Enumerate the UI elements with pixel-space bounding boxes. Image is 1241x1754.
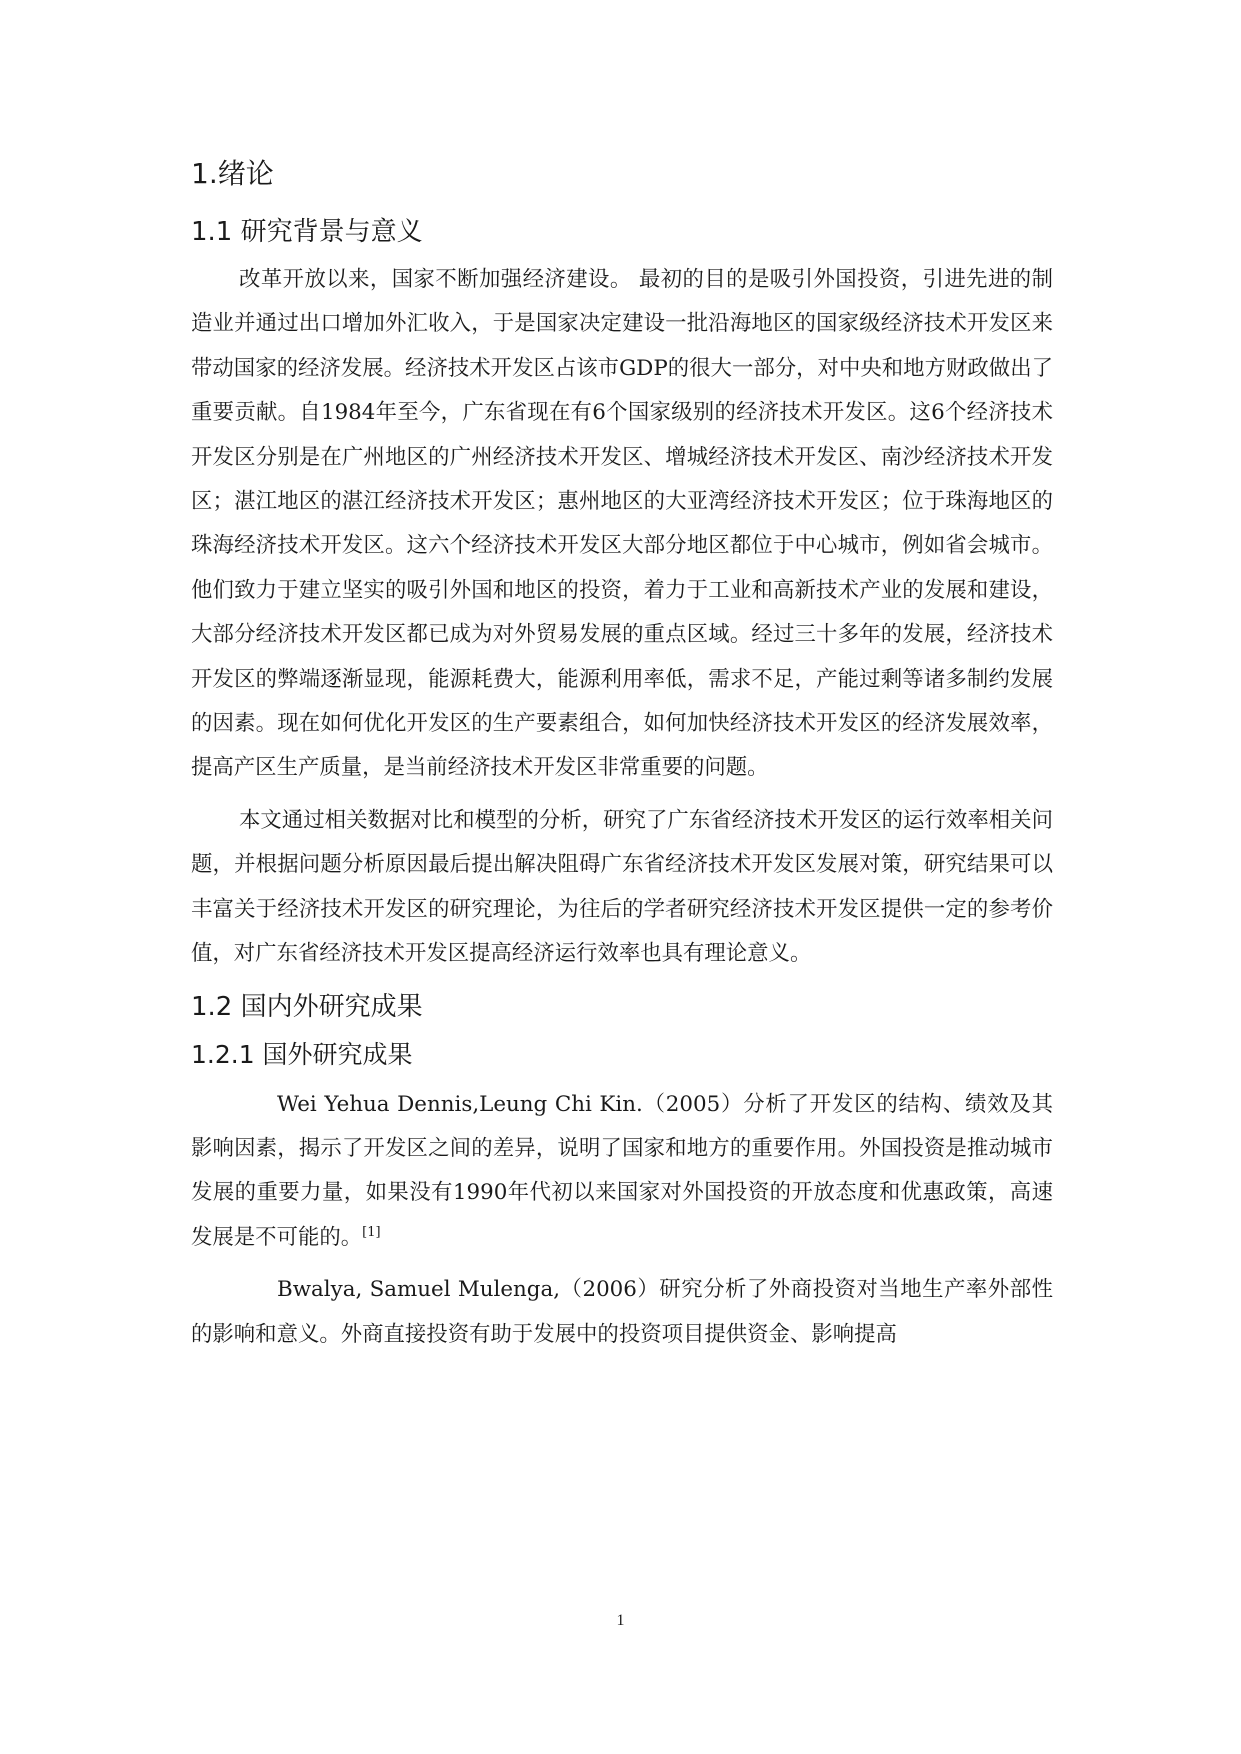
citation-marker: [1] [362,1224,381,1240]
foreign-research-paragraph-2: Bwalya, Samuel Mulenga,（2006）研究分析了外商投资对当地生产率外部性的影响和意义。外商直接投资有助于发展中的投资项目提供资金、影响提高 [191,1277,1053,1347]
section-heading-1-1: 1.1 研究背景与意义 [191,217,423,247]
subsection-heading-1-2-1: 1.2.1 国外研究成果 [191,1039,413,1069]
foreign-research-paragraph-1 [191,1083,1053,1261]
page-content [191,150,1053,1365]
chapter-heading: 1.绪论 [191,157,274,190]
section-heading-1-2: 1.2 国内外研究成果 [191,991,423,1022]
significance-paragraph: 本文通过相关数据对比和模型的分析，研究了广东省经济技术开发区的运行效率相关问题，并根据问题分析原因最后提出解决阻碍广东省经济技术开发区发展对策，研究结果可以丰富关于经济技术开发区的研究理论，为往后的学者研究经济技术开发区提供一定的参考价值，对广东省经济技术开发区提高经济运行效率也具有理论意义。 [191,807,1053,967]
foreign-research-text-1: Wei Yehua Dennis,Leung Chi Kin.（2005）分析了开发区的结构、绩效及其影响因素，揭示了开发区之间的差异，说明了国家和地方的重要作用。外国投资是推动城市发展的重要力量，如果没有1990年代初以来国家对外国投资的开放态度和优惠政策，高速发展是不可能的。 [191,1091,1053,1250]
page-number: 1 [616,1612,625,1629]
background-paragraph: 改革开放以来，国家不断加强经济建设。 最初的目的是吸引外国投资，引进先进的制造业并通过出口增加外汇收入，于是国家决定建设一批沿海地区的国家级经济技术开发区来带动国家的经济发展。经济技术开发区占该市GDP的很大一部分，对中央和地方财政做出了重要贡献。自1984年至今，广东省现在有6个国家级别的经济技术开发区。这6个经济技术开发区分别是在广州地区的广州经济技术开发区、增城经济技术开发区、南沙经济技术开发区；湛江地区的湛江经济技术开发区；惠州地区的大亚湾经济技术开发区；位于珠海地区的珠海经济技术开发区。这六个经济技术开发区大部分地区都位于中心城市，例如省会城市。他们致力于建立坚实的吸引外国和地区的投资，着力于工业和高新技术产业的发展和建设，大部分经济技术开发区都已成为对外贸易发展的重点区域。经过三十多年的发展，经济技术开发区的弊端逐渐显现，能源耗费大，能源利用率低，需求不足，产能过剩等诸多制约发展的因素。现在如何优化开发区的生产要素组合，如何加快经济技术开发区的经济发展效率，提高产区生产质量，是当前经济技术开发区非常重要的问题。 [191,267,1053,781]
